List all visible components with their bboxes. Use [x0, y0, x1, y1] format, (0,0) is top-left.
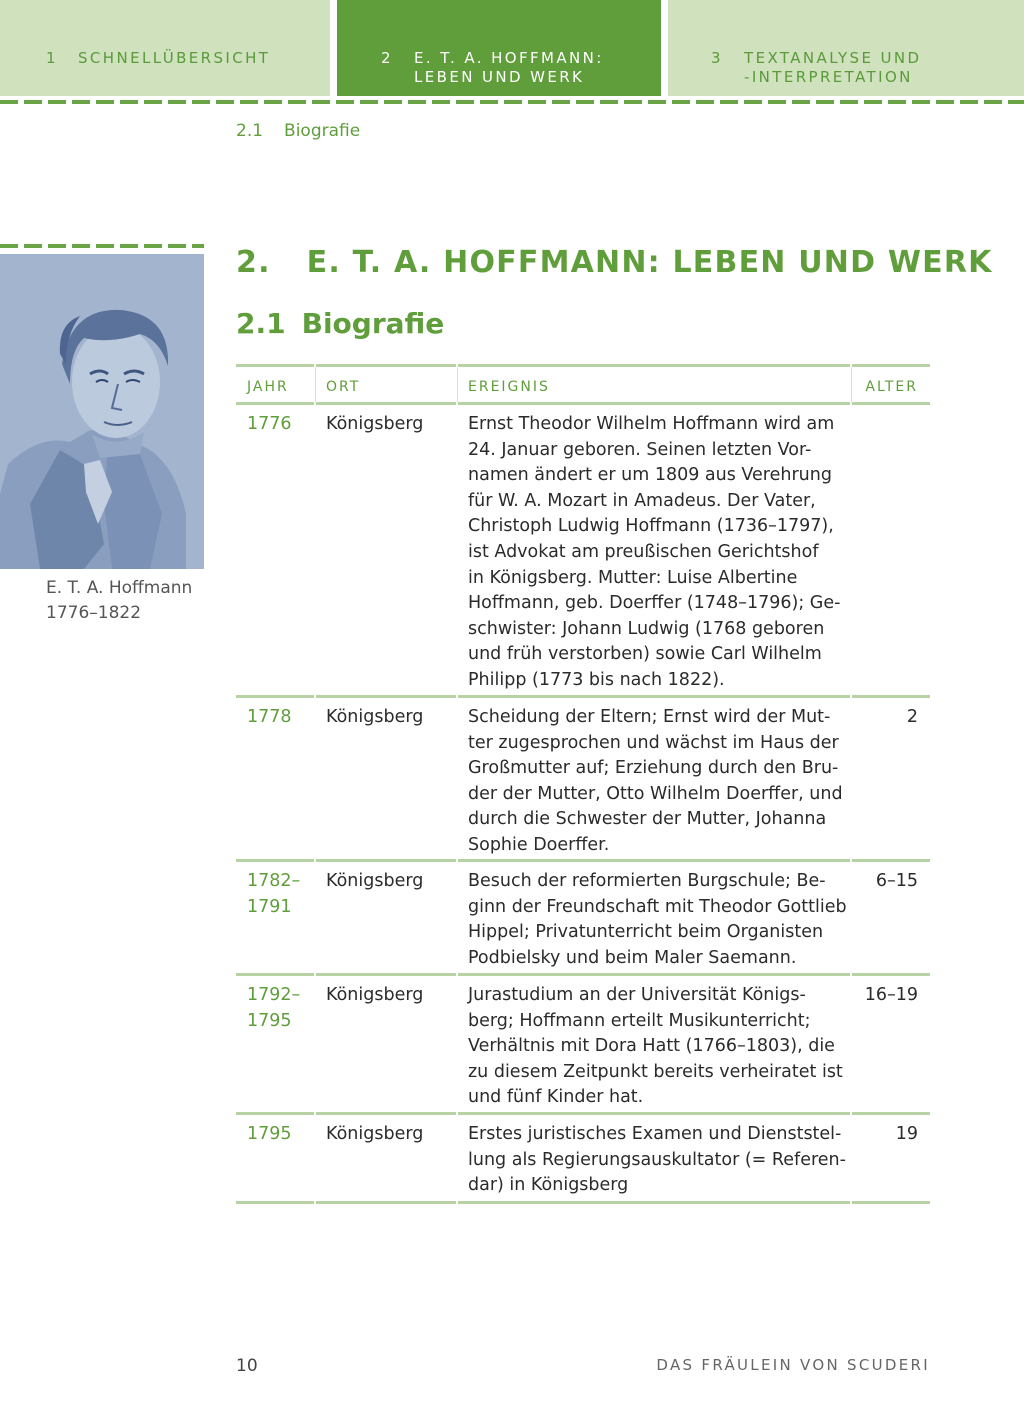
cell-place: Königsberg	[326, 707, 424, 727]
cell-place: Königsberg	[326, 985, 424, 1005]
cell-event: Scheidung der Eltern; Ernst wird der Mut- ter zugesprochen und wächst im Haus der Großmutter auf; Erziehung durch den Bru- der der Mutter, Otto Wilhelm Doerffer, und durch die Schwester der Mutter, Johanna Sophie Doerffer.	[468, 707, 843, 855]
cell-age: 6–15	[875, 871, 918, 891]
table-row	[236, 862, 930, 973]
tab-label-line1: TEXTANALYSE UND	[744, 49, 922, 67]
header-year: JAHR	[247, 379, 289, 395]
cell-place: Königsberg	[326, 414, 424, 434]
table-row	[236, 405, 930, 695]
section-heading	[236, 307, 444, 340]
cell-year: 1792– 1795	[247, 985, 301, 1031]
cell-age: 19	[895, 1124, 918, 1144]
tab-label	[414, 49, 604, 87]
tab-label-line2: LEBEN UND WERK	[414, 68, 585, 86]
book-title: DAS FRÄULEIN VON SCUDERI	[656, 1356, 930, 1374]
chapter-navigation	[0, 0, 1024, 96]
caption-dates: 1776–1822	[46, 603, 142, 623]
cell-place: Königsberg	[326, 871, 424, 891]
page-number: 10	[236, 1356, 258, 1376]
tab-textanalyse[interactable]	[668, 0, 1024, 96]
table-row	[236, 698, 930, 859]
tab-number: 3	[711, 49, 723, 67]
tab-label	[744, 49, 921, 87]
tab-schnelluebersicht[interactable]	[0, 0, 330, 96]
portrait-image	[0, 254, 204, 569]
tab-number: 1	[46, 49, 58, 67]
tab-number: 2	[381, 49, 393, 67]
running-head-number: 2.1	[236, 121, 264, 141]
chapter-heading	[236, 245, 993, 280]
portrait-drawing	[0, 254, 204, 569]
cell-year: 1795	[247, 1124, 292, 1144]
cell-age: 16–19	[864, 985, 918, 1005]
table-rule	[236, 1201, 930, 1204]
cell-year: 1776	[247, 414, 292, 434]
section-number: 2.1	[236, 307, 286, 340]
tab-label-line1: E. T. A. HOFFMANN:	[414, 49, 604, 67]
table-header-row	[236, 367, 930, 402]
cell-event: Besuch der reformierten Burgschule; Be- ginn der Freundschaft mit Theodor Gottlieb Hippel; Privatunterricht beim Organisten Podbielsky und beim Maler Saemann.	[468, 871, 847, 968]
tab-leben-und-werk[interactable]	[337, 0, 661, 96]
cell-event: Erstes juristisches Examen und Dienststel- lung als Regierungsauskultator (= Referen- dar) in Königsberg	[468, 1124, 846, 1196]
tab-label-line2: -INTERPRETATION	[744, 68, 913, 86]
table-row	[236, 976, 930, 1112]
cell-event: Jurastudium an der Universität Königs- berg; Hoffmann erteilt Musikunterricht; Verhältnis mit Dora Hatt (1766–1803), die zu diesem Zeitpunkt bereits verheiratet ist und fünf Kinder hat.	[468, 985, 843, 1108]
cell-event: Ernst Theodor Wilhelm Hoffmann wird am 24. Januar geboren. Seinen letzten Vor- namen ändert er um 1809 aus Verehrung für W. A. Mozart in Amadeus. Der Vater, Christoph Ludwig Hoffmann (1736–1797), ist Advokat am preußischen Gerichtshof in Königsberg. Mutter: Luise Albertine Hoffmann, geb. Doerffer (1748–1796); Ge- schwister: Johann Ludwig (1768 geboren und früh verstorben) sowie Carl Wilhelm Philipp (1773 bis nach 1822).	[468, 414, 841, 690]
running-head-title: Biografie	[284, 121, 361, 141]
biography-table	[236, 364, 930, 1204]
cell-year: 1778	[247, 707, 292, 727]
section-title: Biografie	[301, 307, 445, 340]
sidebar-divider	[0, 244, 204, 248]
header-divider	[0, 100, 1024, 104]
running-head	[236, 121, 360, 141]
portrait-caption	[46, 576, 192, 626]
cell-place: Königsberg	[326, 1124, 424, 1144]
header-event: EREIGNIS	[468, 379, 550, 395]
header-place: ORT	[326, 379, 361, 395]
cell-year: 1782– 1791	[247, 871, 301, 917]
chapter-number: 2.	[236, 245, 271, 280]
header-age: ALTER	[865, 379, 918, 395]
caption-name: E. T. A. Hoffmann	[46, 578, 193, 598]
cell-age: 2	[906, 707, 918, 727]
chapter-title: E. T. A. HOFFMANN: LEBEN UND WERK	[306, 245, 993, 280]
table-row	[236, 1115, 930, 1201]
tab-label: SCHNELLÜBERSICHT	[78, 49, 271, 67]
